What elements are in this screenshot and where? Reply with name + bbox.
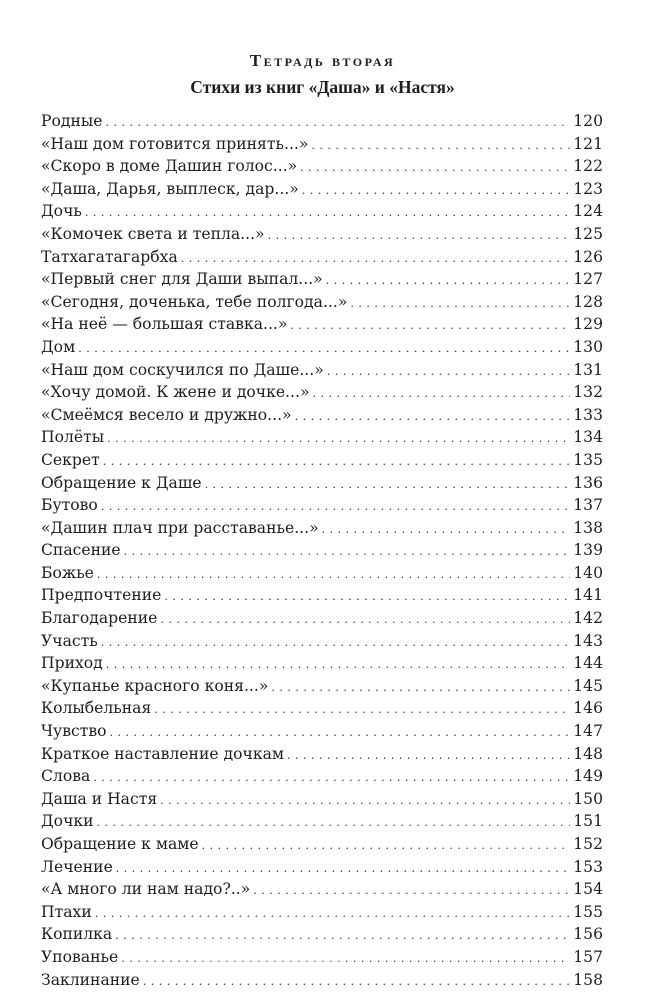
toc-entry-title: «Дашин плач при расставанье...» — [41, 518, 319, 537]
toc-entry — [41, 472, 603, 495]
toc-entry-title: Копилка — [41, 925, 113, 944]
toc-entry-title: Упованье — [41, 947, 119, 966]
toc-leader-dots — [350, 291, 570, 316]
toc-entry-page: 133 — [573, 405, 603, 424]
toc-entry — [41, 810, 603, 833]
toc-entry — [41, 494, 603, 517]
toc-entry — [41, 426, 603, 449]
toc-entry-page: 158 — [573, 970, 603, 989]
toc-entry-page: 149 — [573, 767, 603, 786]
toc-leader-dots — [97, 562, 570, 587]
toc-leader-dots — [313, 381, 571, 406]
toc-entry-title: «А много ли нам надо?..» — [41, 880, 251, 899]
toc-entry-title: «Скоро в доме Дашин голос...» — [41, 157, 298, 176]
toc-entry-page: 137 — [573, 496, 603, 515]
toc-entry — [41, 246, 603, 269]
toc-leader-dots — [302, 178, 570, 203]
toc-leader-dots — [101, 494, 570, 519]
toc-entry-title: Секрет — [41, 450, 100, 469]
toc-entry — [41, 584, 603, 607]
toc-entry-page: 148 — [573, 744, 603, 763]
toc-entry-title: «Смеёмся весело и дружно...» — [41, 405, 292, 424]
toc-leader-dots — [295, 404, 570, 429]
toc-leader-dots — [103, 449, 570, 474]
toc-leader-dots — [106, 652, 570, 677]
toc-leader-dots — [326, 268, 570, 293]
toc-entry-page: 134 — [573, 428, 603, 447]
toc-leader-dots — [143, 969, 570, 994]
toc-entry-page: 157 — [573, 947, 603, 966]
toc-entry-page: 120 — [573, 112, 603, 130]
toc-entry-title: Краткое наставление дочкам — [41, 744, 284, 763]
toc-entry — [41, 200, 603, 223]
toc-entry-title: Родные — [41, 112, 103, 130]
toc-entry-title: Чувство — [41, 722, 107, 741]
toc-entry-page: 153 — [573, 857, 603, 876]
toc-entry-title: Птахи — [41, 902, 92, 921]
toc-leader-dots — [181, 246, 570, 271]
toc-entry-page: 156 — [573, 925, 603, 944]
toc-entry — [41, 336, 603, 359]
toc-leader-dots — [290, 313, 570, 338]
toc-leader-dots — [116, 856, 570, 881]
toc-entry-page: 135 — [573, 450, 603, 469]
toc-entry-title: «Даша, Дарья, выплеск, дар...» — [41, 179, 299, 198]
toc-entry-title: Обращение к маме — [41, 835, 199, 853]
toc-entry — [41, 652, 603, 675]
toc-entry — [41, 923, 603, 946]
toc-entry-title: «Сегодня, доченька, тебе полгода...» — [41, 292, 348, 311]
toc-entry-page: 139 — [573, 541, 603, 560]
toc-entry-title: Благодарение — [41, 609, 158, 628]
toc-leader-dots — [287, 743, 570, 768]
toc-entry-page: 146 — [573, 699, 603, 718]
toc-entry — [41, 268, 603, 291]
toc-entry — [41, 381, 603, 404]
toc-leader-dots — [160, 607, 570, 632]
toc-leader-dots — [160, 788, 570, 813]
toc-entry-page: 130 — [573, 337, 603, 356]
toc-entry-page: 140 — [573, 563, 603, 582]
toc-entry-title: «Комочек света и тепла...» — [41, 224, 265, 243]
toc-entry-title: Приход — [41, 654, 103, 673]
toc-leader-dots — [271, 675, 570, 700]
toc-entry-title: Бутово — [41, 496, 98, 515]
toc-leader-dots — [253, 878, 570, 903]
toc-entry-page: 154 — [573, 880, 603, 899]
toc-entry — [41, 833, 603, 856]
toc-entry — [41, 901, 603, 924]
toc-leader-dots — [110, 720, 570, 745]
toc-leader-dots — [322, 517, 570, 542]
toc-entry-page: 136 — [573, 473, 603, 492]
toc-entry-title: «Первый снег для Даши выпал...» — [41, 270, 323, 289]
toc-entry-page: 132 — [573, 383, 603, 402]
toc-entry-title: «Купанье красного коня...» — [41, 676, 269, 695]
toc-entry-page: 142 — [573, 609, 603, 628]
toc-entry-page: 121 — [573, 134, 603, 153]
toc-entry — [41, 133, 603, 156]
toc-entry — [41, 743, 603, 766]
toc-entry — [41, 765, 603, 788]
toc-entry-page: 123 — [573, 179, 603, 198]
toc-entry — [41, 675, 603, 698]
toc-entry — [41, 178, 603, 201]
toc-entry-title: Слова — [41, 767, 91, 786]
toc-entry — [41, 788, 603, 811]
toc-leader-dots — [121, 946, 570, 971]
toc-entry-title: «Наш дом соскучился по Даше...» — [41, 360, 324, 379]
toc-entry-page: 122 — [573, 157, 603, 176]
toc-leader-dots — [78, 336, 570, 361]
toc-entry-page: 127 — [573, 270, 603, 289]
toc-entry-page: 125 — [573, 224, 603, 243]
toc-entry-page: 144 — [573, 654, 603, 673]
toc-entry-title: Предпочтение — [41, 586, 162, 605]
section-title: Тетрадь вторая — [249, 51, 396, 70]
toc-leader-dots — [107, 426, 570, 451]
toc-entry-page: 141 — [573, 586, 603, 605]
toc-leader-dots — [124, 539, 570, 564]
toc-leader-dots — [327, 359, 570, 384]
toc-leader-dots — [101, 630, 570, 655]
toc-entry-title: Дом — [41, 337, 76, 356]
toc-entry — [41, 562, 603, 585]
toc-entry — [41, 313, 603, 336]
toc-entry — [41, 856, 603, 879]
toc-entry-title: Дочь — [41, 202, 82, 221]
toc-entry-title: Участь — [41, 631, 98, 650]
toc-entry-title: «На неё — большая ставка...» — [41, 315, 288, 334]
toc-leader-dots — [154, 697, 570, 722]
toc-entry — [41, 110, 603, 133]
toc-entry — [41, 359, 603, 382]
toc-entry — [41, 630, 603, 653]
toc-entry — [41, 697, 603, 720]
toc-entry-page: 145 — [573, 676, 603, 695]
toc-entry — [41, 720, 603, 743]
toc-entry — [41, 946, 603, 969]
toc-entry — [41, 517, 603, 540]
toc-entry — [41, 449, 603, 472]
toc-leader-dots — [95, 901, 570, 926]
toc-entry-page: 138 — [573, 518, 603, 537]
toc-entry-page: 151 — [573, 812, 603, 831]
toc-leader-dots — [106, 110, 570, 135]
toc-entry-title: «Хочу домой. К жене и дочке...» — [41, 383, 310, 402]
toc-entry-title: Колыбельная — [41, 699, 152, 718]
toc-entry-page: 126 — [573, 247, 603, 266]
toc-entry-title: Обращение к Даше — [41, 473, 202, 492]
toc-entry-page: 150 — [573, 789, 603, 808]
section-subtitle: Стихи из книг «Даша» и «Настя» — [190, 77, 455, 97]
toc-entry-title: Божье — [41, 563, 94, 582]
toc-entry — [41, 291, 603, 314]
toc-entry-title: Лечение — [41, 857, 113, 876]
toc-entry-page: 128 — [573, 292, 603, 311]
table-of-contents — [41, 110, 603, 991]
toc-entry-title: Заклинание — [41, 970, 140, 989]
toc-entry-title: Татхагатагарбха — [41, 247, 178, 266]
toc-entry — [41, 155, 603, 178]
toc-entry — [41, 539, 603, 562]
toc-entry — [41, 878, 603, 901]
toc-entry-page: 131 — [573, 360, 603, 379]
toc-entry — [41, 969, 603, 992]
toc-leader-dots — [205, 472, 570, 497]
toc-leader-dots — [97, 810, 570, 835]
toc-leader-dots — [300, 155, 570, 180]
toc-entry-title: «Наш дом готовится принять...» — [41, 134, 309, 153]
toc-entry-page: 155 — [573, 902, 603, 921]
toc-entry — [41, 223, 603, 246]
toc-leader-dots — [115, 923, 570, 948]
toc-entry-page: 147 — [573, 722, 603, 741]
toc-leader-dots — [85, 200, 570, 225]
toc-leader-dots — [164, 584, 570, 609]
toc-leader-dots — [93, 765, 570, 790]
toc-entry-page: 152 — [573, 835, 603, 853]
toc-entry-page: 143 — [573, 631, 603, 650]
toc-leader-dots — [202, 833, 570, 858]
toc-entry-page: 129 — [573, 315, 603, 334]
toc-entry-title: Дочки — [41, 812, 94, 831]
toc-entry-title: Спасение — [41, 541, 121, 560]
toc-entry — [41, 404, 603, 427]
toc-leader-dots — [268, 223, 570, 248]
toc-entry — [41, 607, 603, 630]
toc-heading — [0, 50, 645, 100]
toc-entry-title: Полёты — [41, 428, 105, 447]
toc-entry-page: 124 — [573, 202, 603, 221]
toc-leader-dots — [311, 133, 570, 158]
toc-entry-title: Даша и Настя — [41, 789, 158, 808]
